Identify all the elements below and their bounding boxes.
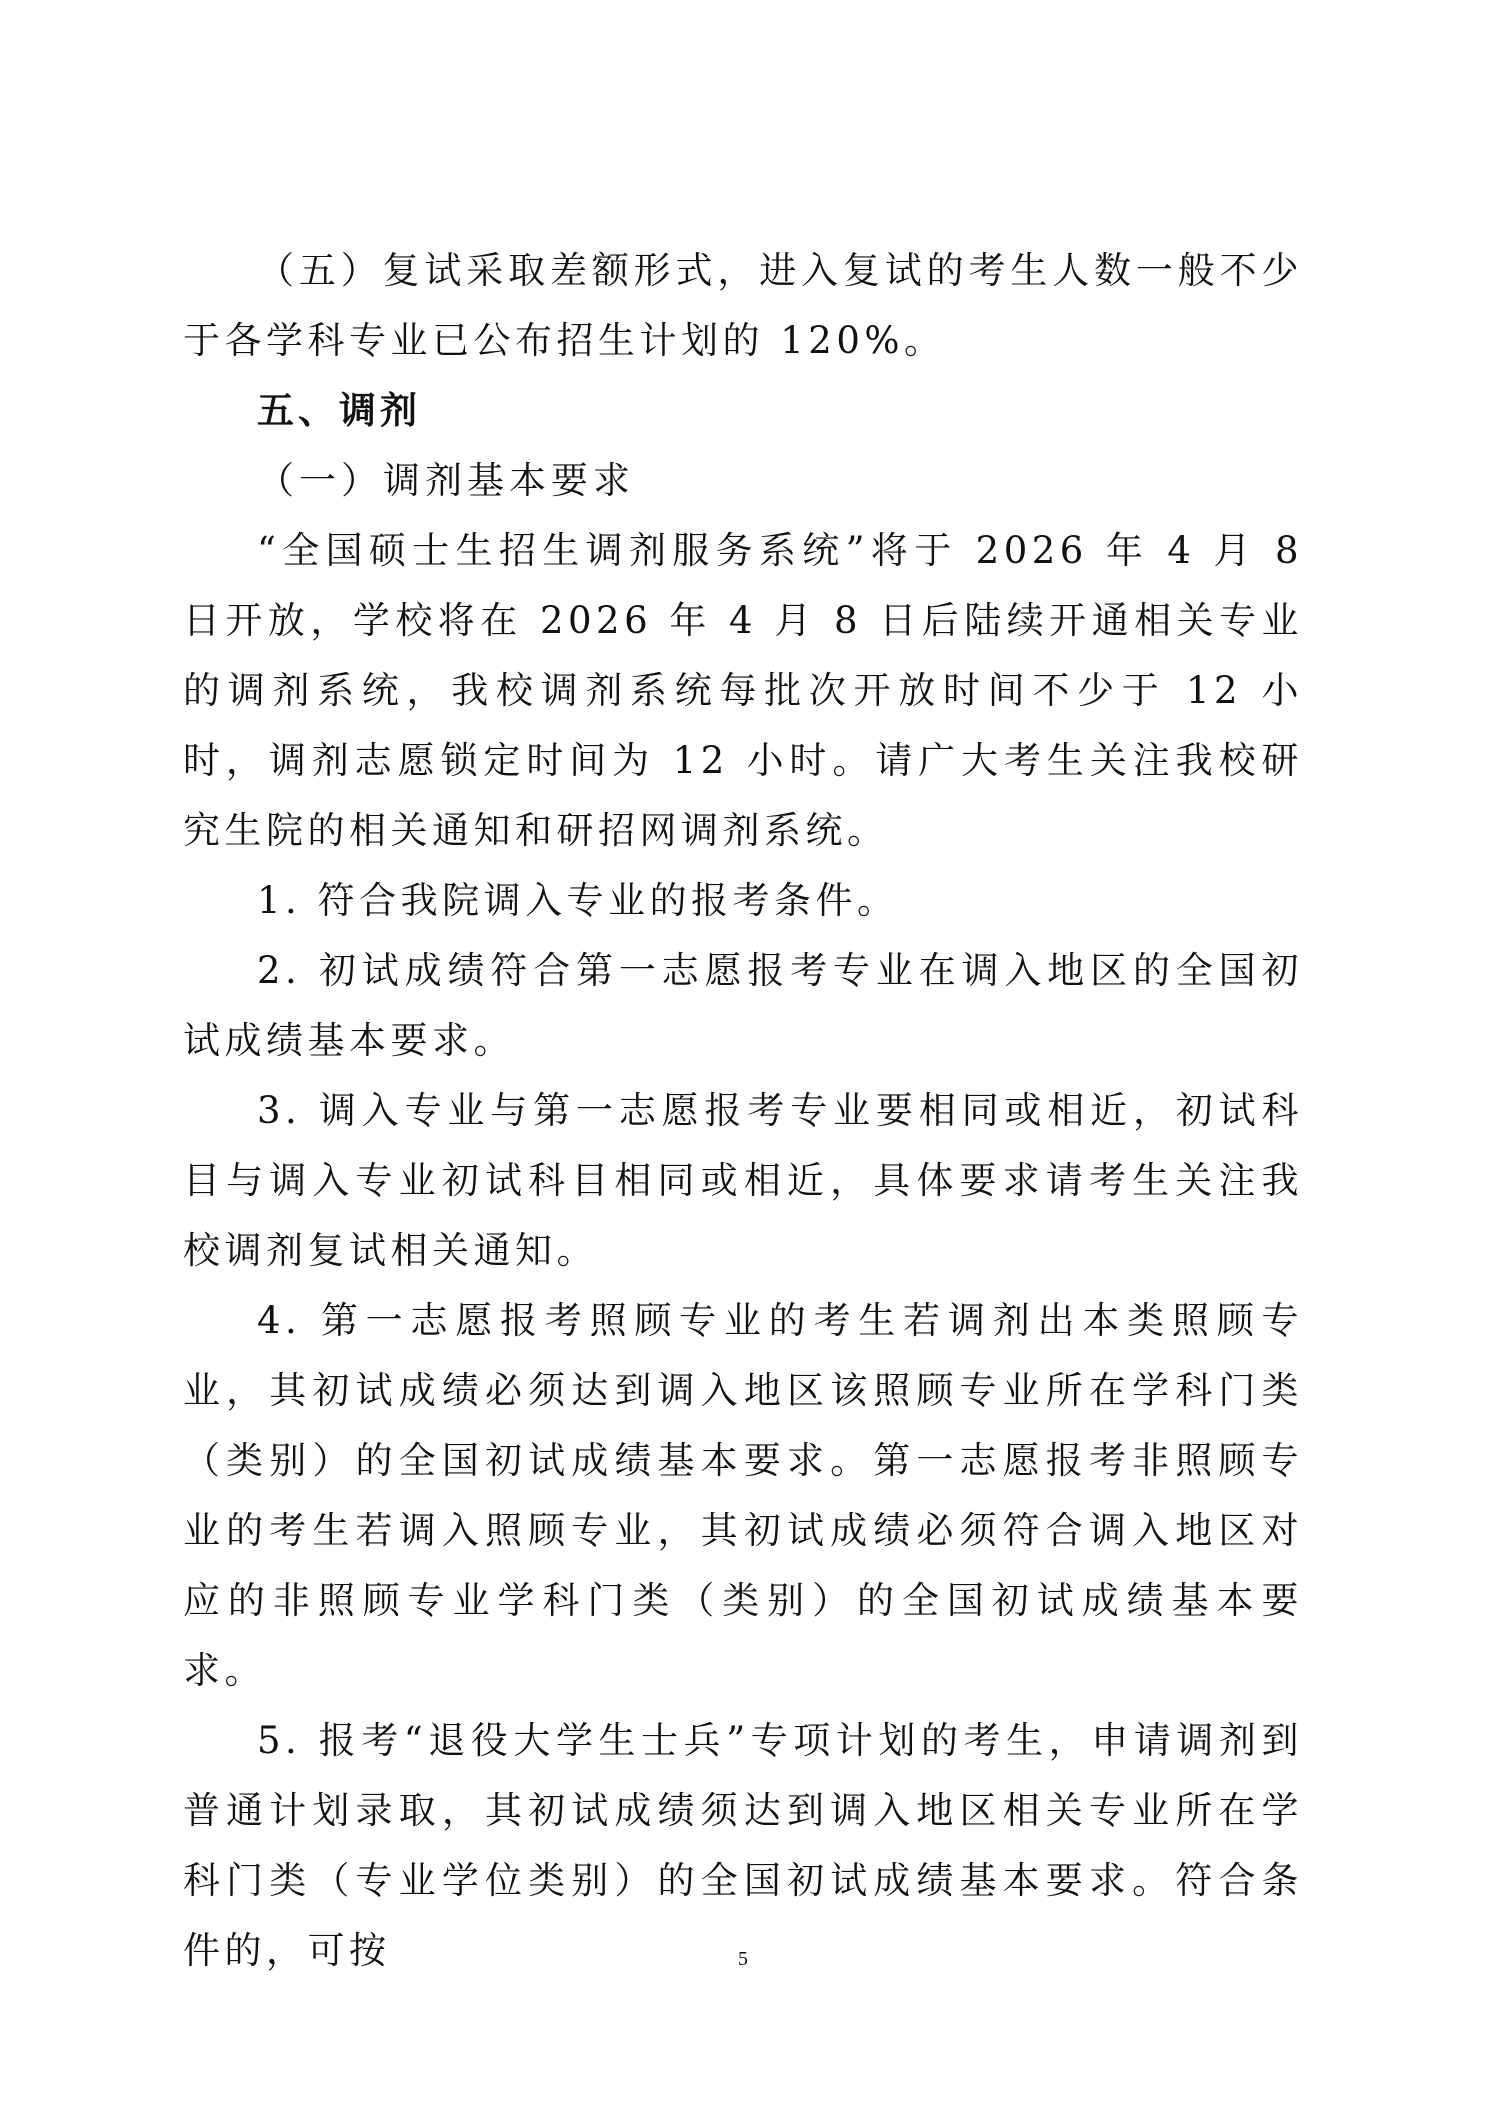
- section-heading: 五、调剂: [257, 389, 421, 432]
- document-body: [183, 236, 1303, 1986]
- list-item-4: 4. 第一志愿报考照顾专业的考生若调剂出本类照顾专业，其初试成绩必须达到调入地区该照顾专业所在学科门类（类别）的全国初试成绩基本要求。第一志愿报考非照顾专业的考生若调入照顾专业，其初试成绩必须符合调入地区对应的非照顾专业学科门类（类别）的全国初试成绩基本要求。: [183, 1299, 1303, 1692]
- page-number: 5: [738, 1948, 748, 1970]
- subsection-heading: （一）调剂基本要求: [257, 459, 635, 502]
- list-item-2: 2. 初试成绩符合第一志愿报考专业在调入地区的全国初试成绩基本要求。: [183, 949, 1303, 1062]
- list-item-1: 1. 符合我院调入专业的报考条件。: [257, 879, 899, 922]
- paragraph-retest-ratio: （五）复试采取差额形式，进入复试的考生人数一般不少于各学科专业已公布招生计划的 120%。: [183, 249, 1303, 362]
- paragraph-adjustment-system: “全国硕士生招生调剂服务系统”将于 2026 年 4 月 8 日开放，学校将在 2026 年 4 月 8 日后陆续开通相关专业的调剂系统，我校调剂系统每批次开放时间不少于 12 小时，调剂志愿锁定时间为 12 小时。请广大考生关注我校研究生院的相关通知和研招网调剂系统。: [183, 529, 1303, 852]
- list-item-3: 3. 调入专业与第一志愿报考专业要相同或相近，初试科目与调入专业初试科目相同或相近，具体要求请考生关注我校调剂复试相关通知。: [183, 1089, 1303, 1272]
- list-item-5: 5. 报考“退役大学生士兵”专项计划的考生，申请调剂到普通计划录取，其初试成绩须达到调入地区相关专业所在学科门类（专业学位类别）的全国初试成绩基本要求。符合条件的，可按: [183, 1719, 1303, 1972]
